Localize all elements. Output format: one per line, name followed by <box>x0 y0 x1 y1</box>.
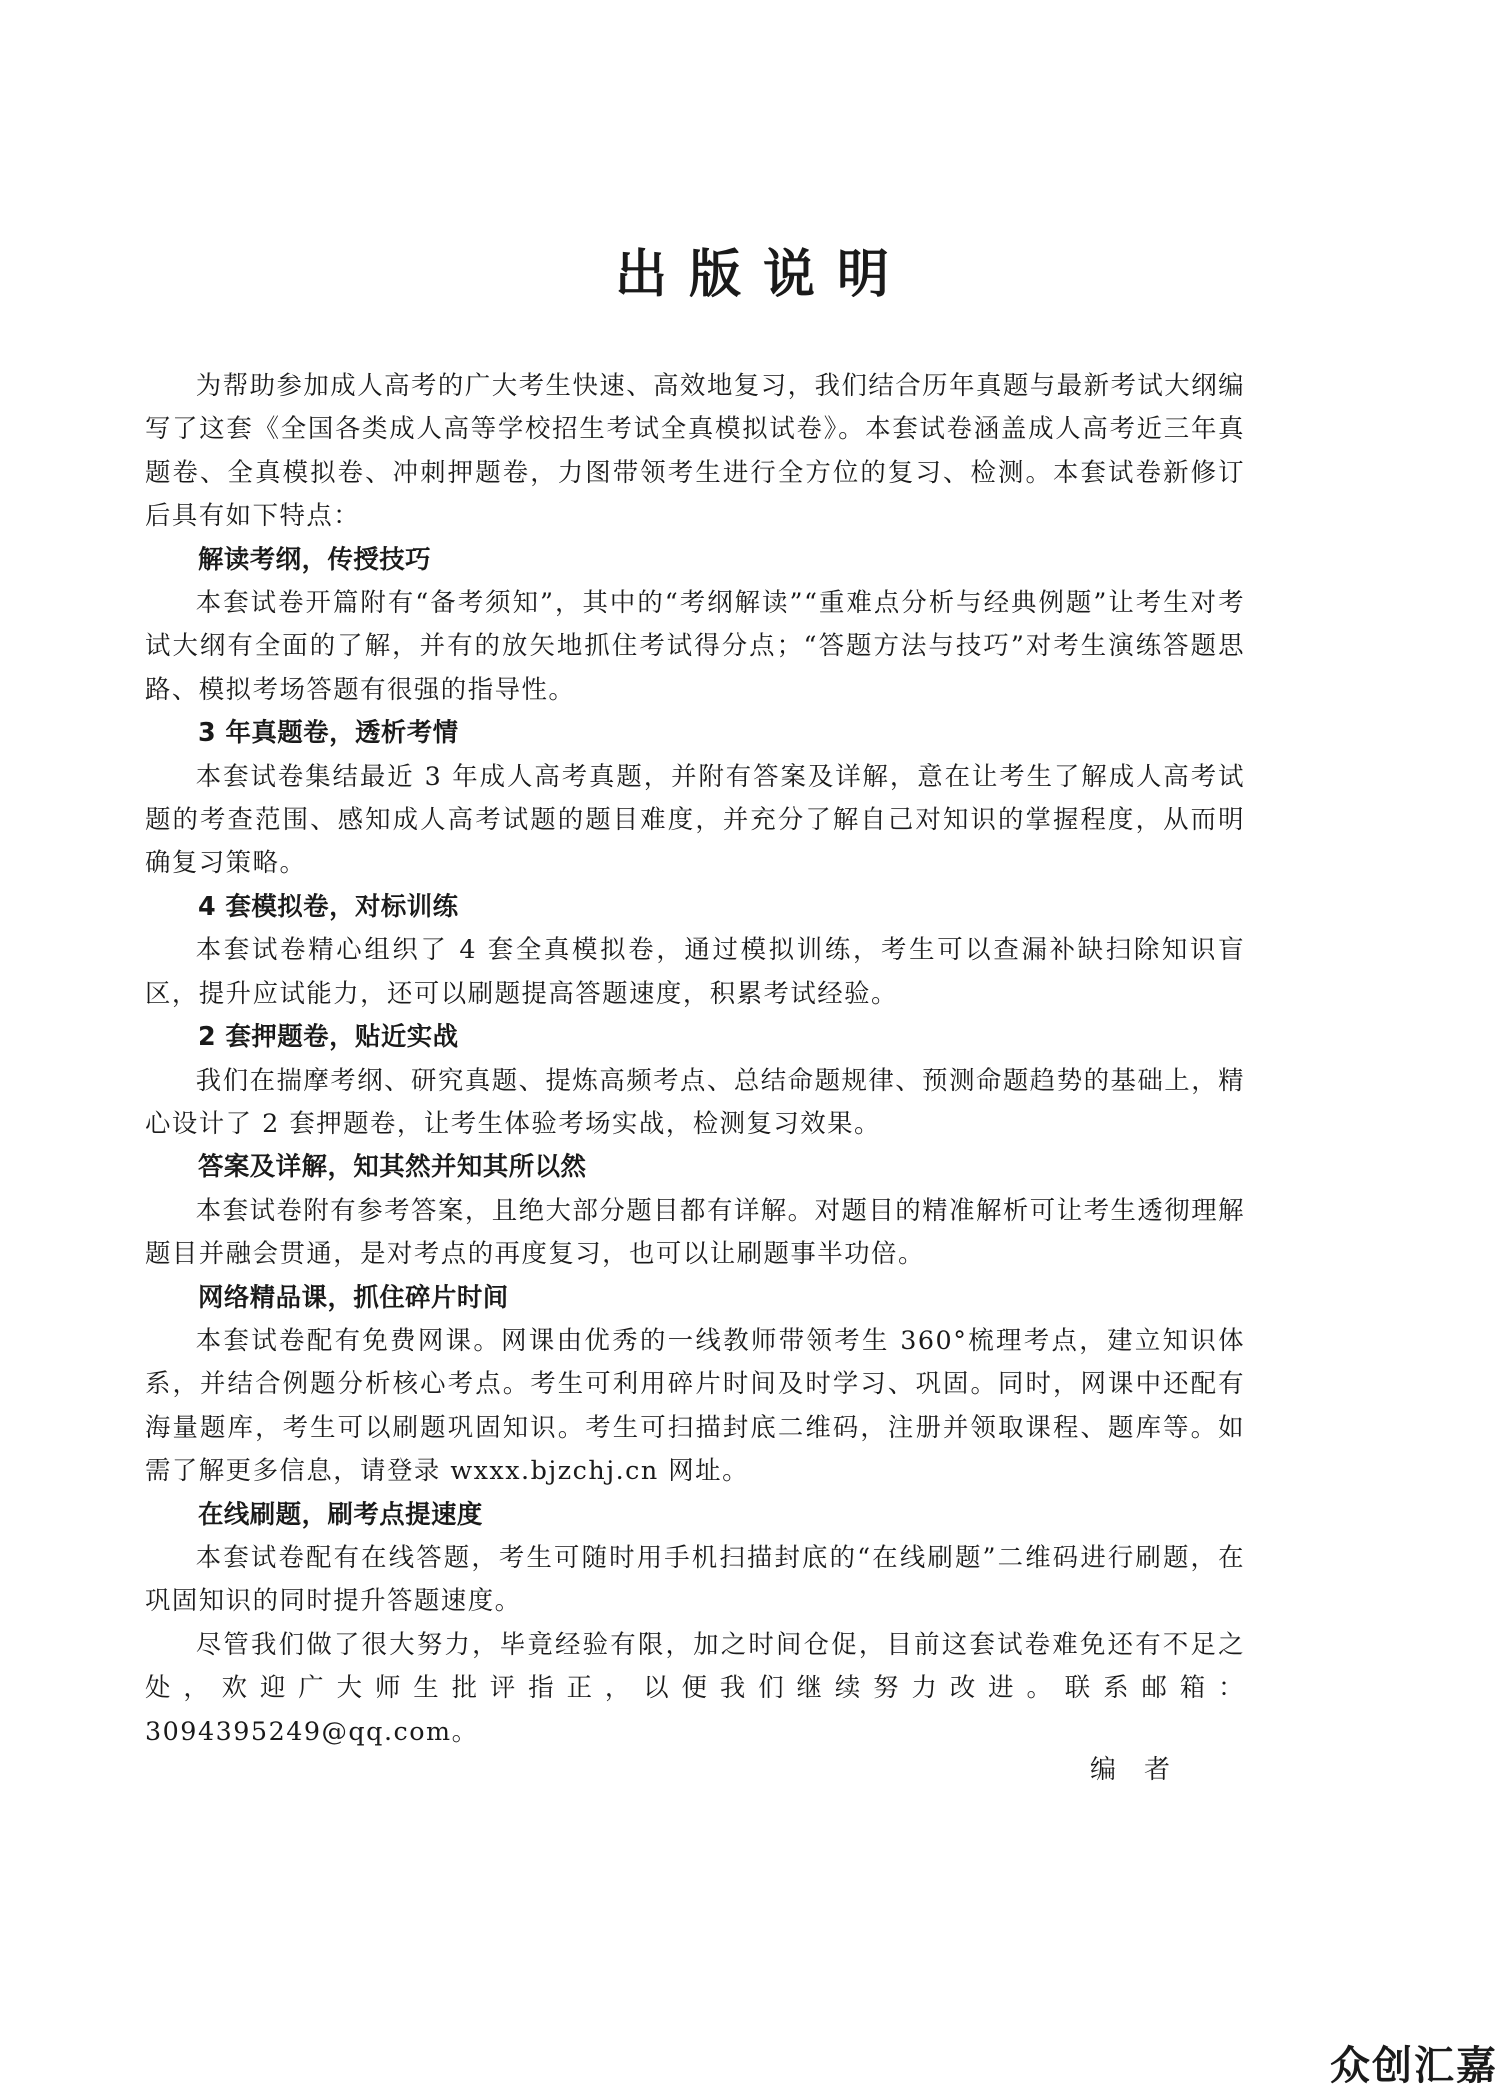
section-body-exam-outline: 本套试卷开篇附有“备考须知”，其中的“考纲解读”“重难点分析与经典例题”让考生对考试大纲有全面的了解，并有的放矢地抓住考试得分点；“答题方法与技巧”对考生演练答题思路、模拟考场答题有很强的指导性。 <box>145 587 1245 704</box>
intro-paragraph: 为帮助参加成人高考的广大考生快速、高效地复习，我们结合历年真题与最新考试大纲编写了这套《全国各类成人高等学校招生考试全真模拟试卷》。本套试卷涵盖成人高考近三年真题卷、全真模拟卷、冲刺押题卷，力图带领考生进行全方位的复习、检测。本套试卷新修订后具有如下特点： <box>145 370 1245 531</box>
section-body-mock-papers: 本套试卷精心组织了 4 套全真模拟卷，通过模拟训练，考生可以查漏补缺扫除知识盲区，提升应试能力，还可以刷题提高答题速度，积累考试经验。 <box>145 934 1245 1008</box>
section-heading-answers: 答案及详解，知其然并知其所以然 <box>198 1151 587 1182</box>
section-body-online-course: 本套试卷配有免费网课。网课由优秀的一线教师带领考生 360°梳理考点，建立知识体系，并结合例题分析核心考点。考生可利用碎片时间及时学习、巩固。同时，网课中还配有海量题库，考生可以刷题巩固知识。考生可扫描封底二维码，注册并领取课程、题库等。如需了解更多信息，请登录 wxxx.bjzchj.cn 网址。 <box>145 1324 1245 1486</box>
page-title: 出版说明 <box>614 244 911 305</box>
section-body-answers: 本套试卷附有参考答案，且绝大部分题目都有详解。对题目的精准解析可让考生透彻理解题目并融会贯通，是对考点的再度复习，也可以让刷题事半功倍。 <box>145 1194 1245 1269</box>
watermark-logo: 众创汇嘉 <box>1330 2043 1498 2089</box>
section-heading-mock-papers: 4 套模拟卷，对标训练 <box>198 890 459 921</box>
document-body <box>145 364 1245 1753</box>
section-heading-online-course: 网络精品课，抓住碎片时间 <box>198 1281 509 1312</box>
section-body-online-practice: 本套试卷配有在线答题，考生可随时用手机扫描封底的“在线刷题”二维码进行刷题，在巩固知识的同时提升答题速度。 <box>145 1541 1245 1616</box>
closing-paragraph: 尽管我们做了很大努力，毕竟经验有限，加之时间仓促，目前这套试卷难免还有不足之处，欢迎广大师生批评指正，以便我们继续努力改进。联系邮箱：3094395249@qq.com。 <box>145 1628 1245 1746</box>
section-heading-predicted-papers: 2 套押题卷，贴近实战 <box>198 1021 459 1052</box>
section-heading-past-papers: 3 年真题卷，透析考情 <box>198 717 459 748</box>
section-heading-online-practice: 在线刷题，刷考点提速度 <box>198 1498 483 1529</box>
section-body-past-papers: 本套试卷集结最近 3 年成人高考真题，并附有答案及详解，意在让考生了解成人高考试题的考查范围、感知成人高考试题的题目难度，并充分了解自己对知识的掌握程度，从而明确复习策略。 <box>145 760 1245 878</box>
signature: 编者 <box>1089 1755 1198 1785</box>
section-heading-exam-outline: 解读考纲，传授技巧 <box>198 543 432 574</box>
section-body-predicted-papers: 我们在揣摩考纲、研究真题、提炼高频考点、总结命题规律、预测命题趋势的基础上，精心设计了 2 套押题卷，让考生体验考场实战，检测复习效果。 <box>145 1064 1245 1138</box>
